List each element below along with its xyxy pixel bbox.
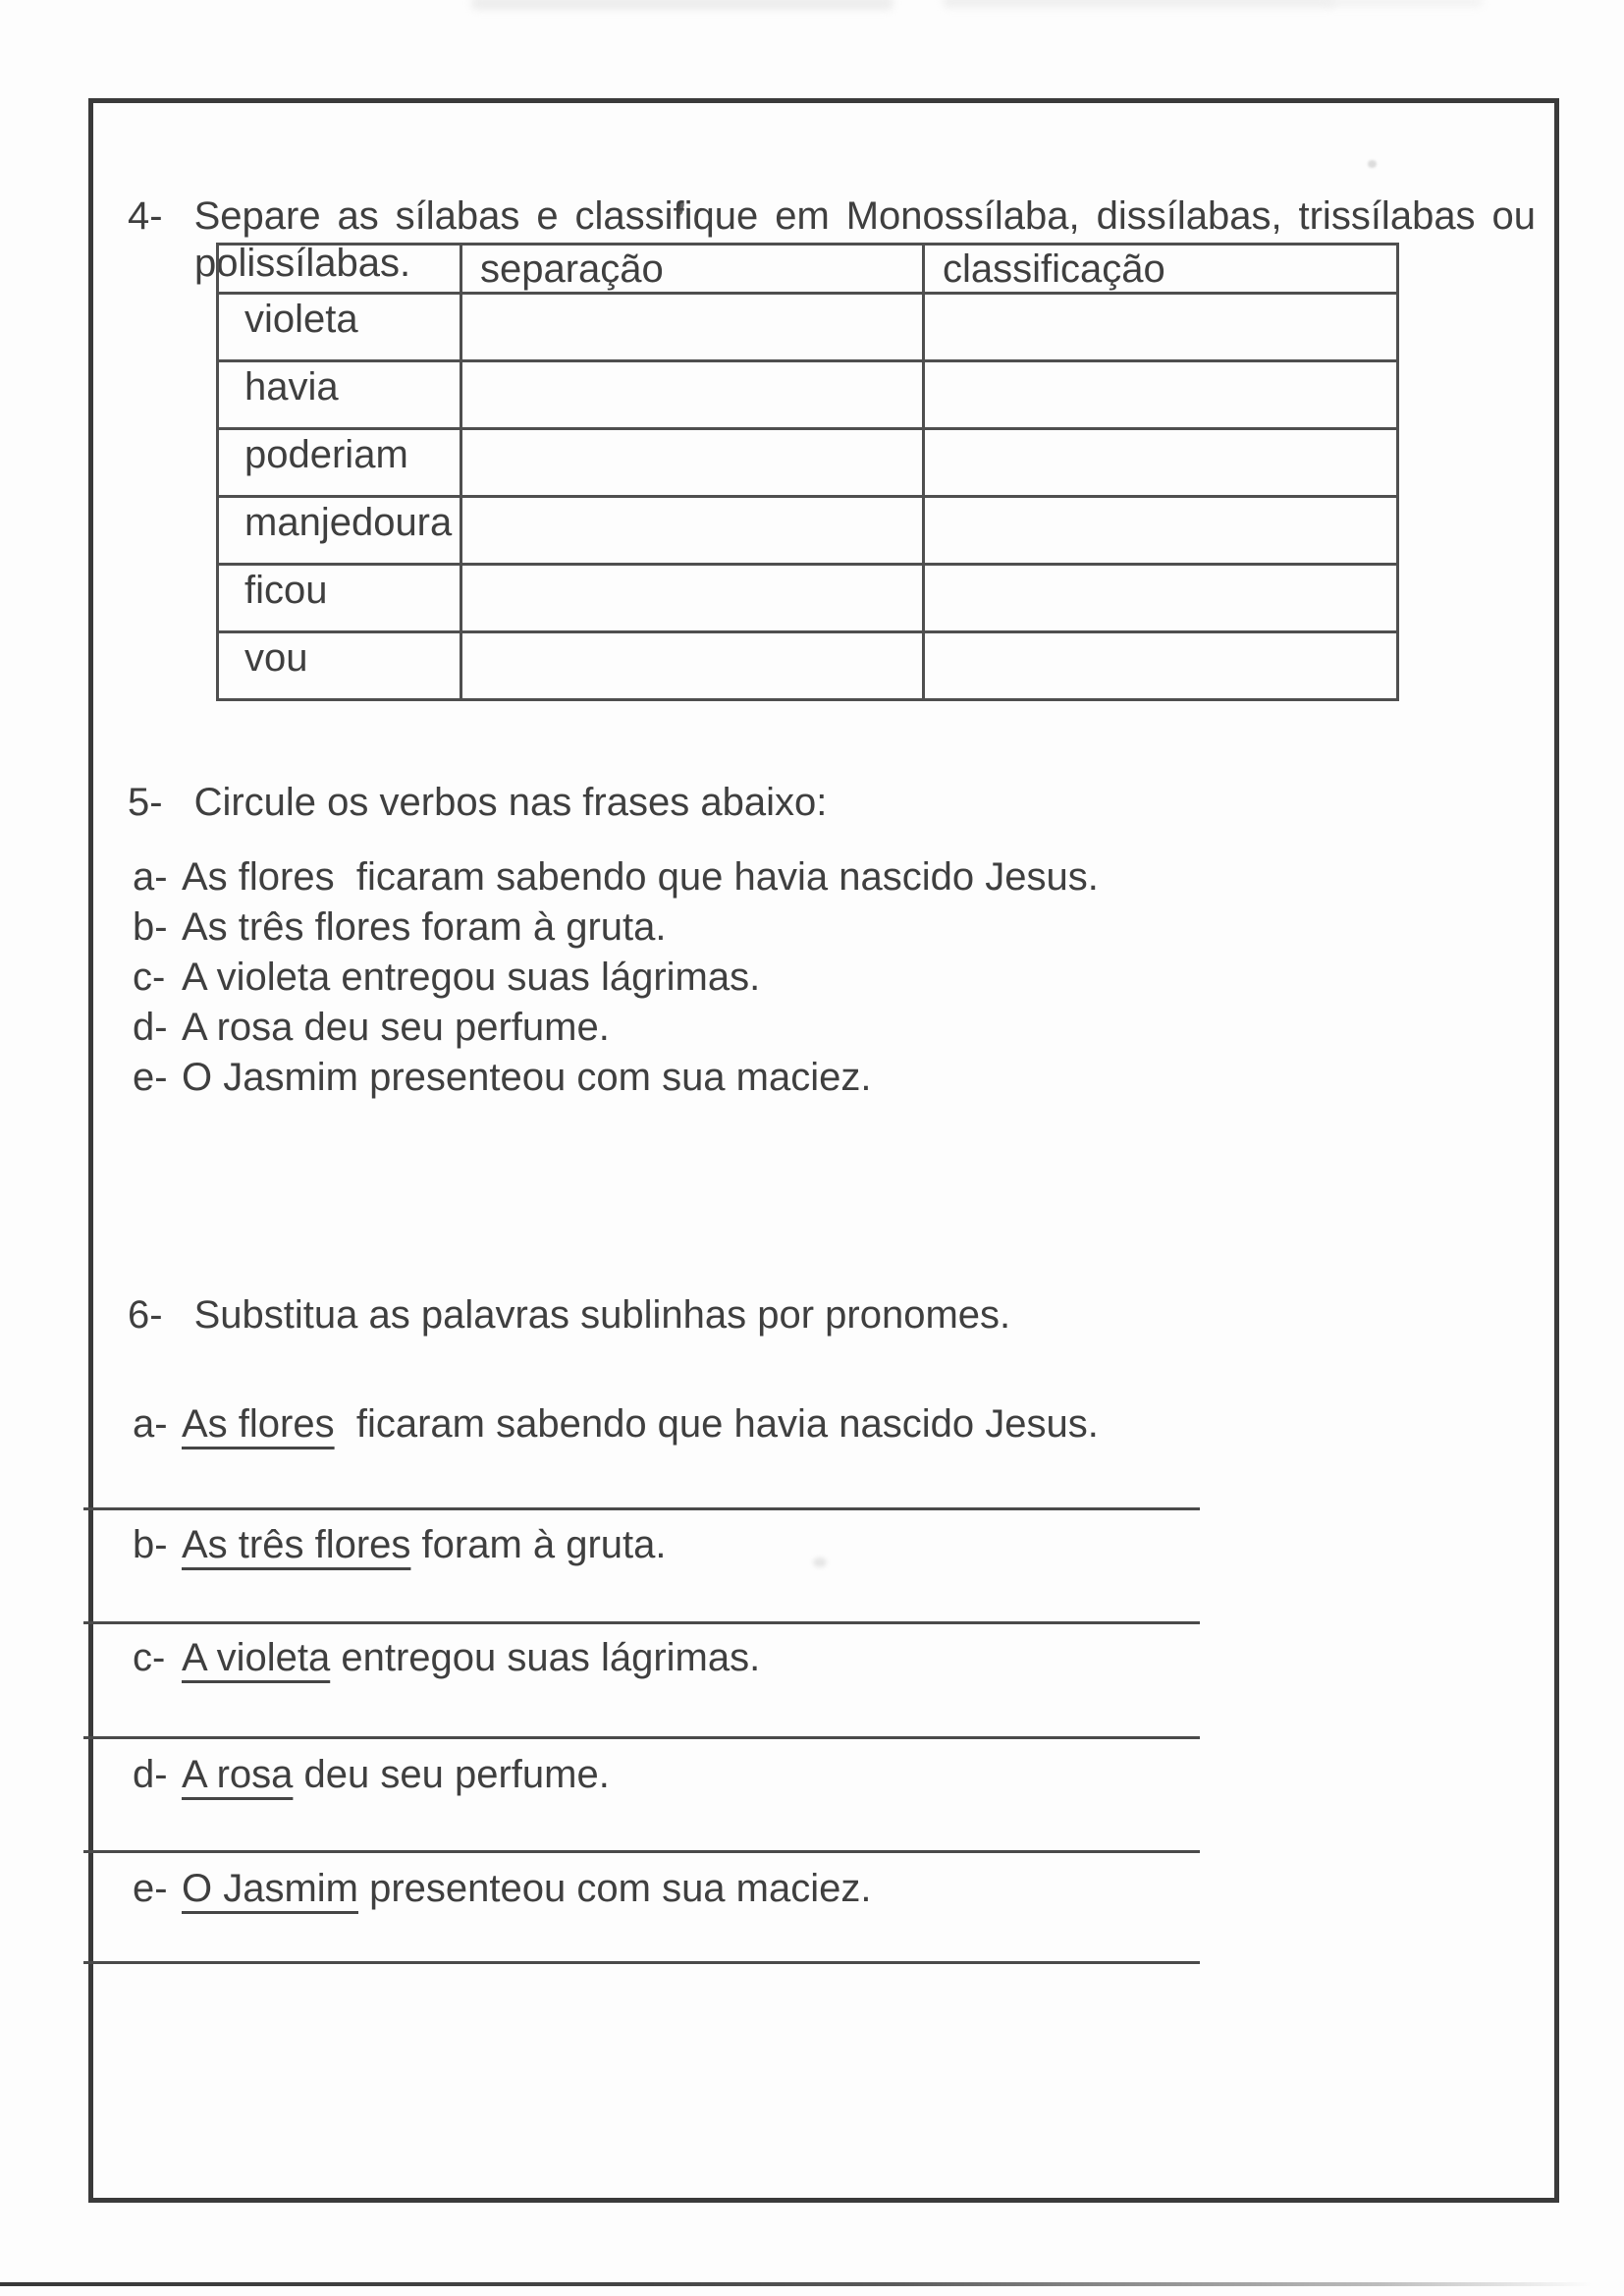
question-4-prompt: Separe as sílabas e classifique em Monossílaba, dissílabas, trissílabas ou polissílabas.	[193, 194, 1536, 285]
separacao-header: separação	[461, 245, 924, 294]
list-item	[133, 1522, 667, 1567]
scan-smudge	[471, 0, 893, 10]
item-letter: b-	[133, 1523, 168, 1566]
table-row	[218, 565, 1398, 632]
classificacao-answer-cell	[924, 497, 1398, 565]
item-letter: e-	[133, 1867, 168, 1910]
item-sentence: entregou suas lágrimas.	[330, 1636, 761, 1679]
item-letter: e-	[133, 1056, 168, 1099]
underlined-subject: As flores	[182, 1402, 335, 1446]
table-row	[218, 497, 1398, 565]
underlined-subject: A violeta	[182, 1636, 331, 1679]
question-5-number: 5-	[128, 781, 163, 824]
list-item	[133, 1401, 1099, 1447]
list-item	[133, 953, 1099, 1003]
table-header-row	[218, 245, 1398, 294]
question-6-number: 6-	[128, 1293, 163, 1337]
list-item	[133, 1866, 871, 1911]
word-cell: havia	[218, 361, 461, 429]
answer-line	[83, 1961, 1200, 1964]
separacao-answer-cell	[461, 565, 924, 632]
separacao-answer-cell	[461, 429, 924, 497]
item-letter: b-	[133, 905, 168, 949]
separacao-answer-cell	[461, 361, 924, 429]
item-letter: a-	[133, 1402, 168, 1446]
item-sentence: A violeta entregou suas lágrimas.	[182, 956, 761, 999]
table-row	[218, 361, 1398, 429]
list-item	[133, 1635, 760, 1680]
classificacao-answer-cell	[924, 632, 1398, 700]
list-item	[133, 1053, 1099, 1103]
classificacao-answer-cell	[924, 565, 1398, 632]
answer-line	[83, 1621, 1200, 1624]
separacao-answer-cell	[461, 294, 924, 361]
item-letter: d-	[133, 1753, 168, 1796]
separacao-answer-cell	[461, 632, 924, 700]
question-6-heading	[128, 1291, 1010, 1339]
word-cell: vou	[218, 632, 461, 700]
underlined-subject: As três flores	[182, 1523, 411, 1566]
table-corner-cell	[218, 245, 461, 294]
question-4-number: 4-	[128, 194, 163, 238]
word-cell: manjedoura	[218, 497, 461, 565]
list-item	[133, 1752, 610, 1797]
item-letter: c-	[133, 956, 166, 999]
table-row	[218, 429, 1398, 497]
question-5-prompt: Circule os verbos nas frases abaixo:	[193, 781, 828, 824]
classificacao-answer-cell	[924, 294, 1398, 361]
table-row	[218, 632, 1398, 700]
item-sentence: presenteou com sua maciez.	[358, 1867, 872, 1910]
answer-line	[83, 1507, 1200, 1510]
underlined-subject: O Jasmim	[182, 1867, 358, 1910]
word-cell: poderiam	[218, 429, 461, 497]
item-sentence: ficaram sabendo que havia nascido Jesus.	[334, 1402, 1099, 1446]
item-letter: a-	[133, 855, 168, 899]
word-cell: ficou	[218, 565, 461, 632]
item-sentence: foram à gruta.	[410, 1523, 667, 1566]
list-item	[133, 852, 1099, 902]
answer-line	[83, 1850, 1200, 1853]
question-5-heading	[128, 779, 827, 826]
table-row	[218, 294, 1398, 361]
item-sentence: As flores ficaram sabendo que havia nascido Jesus.	[182, 855, 1099, 899]
item-sentence: As três flores foram à gruta.	[182, 905, 667, 949]
list-item	[133, 902, 1099, 953]
question-5-items	[133, 852, 1099, 1103]
item-sentence: A rosa deu seu perfume.	[182, 1006, 610, 1049]
list-item	[133, 1003, 1099, 1053]
scan-smudge	[943, 0, 1335, 8]
item-letter: c-	[133, 1636, 166, 1679]
separacao-answer-cell	[461, 497, 924, 565]
question-6-prompt: Substitua as palavras sublinhas por pronomes.	[193, 1293, 1011, 1337]
paper-edge-line	[0, 2282, 1624, 2286]
item-sentence: deu seu perfume.	[293, 1753, 610, 1796]
classificacao-header: classificação	[924, 245, 1398, 294]
classificacao-answer-cell	[924, 429, 1398, 497]
syllable-table	[216, 243, 1399, 701]
answer-line	[83, 1736, 1200, 1739]
item-sentence: O Jasmim presenteou com sua maciez.	[182, 1056, 872, 1099]
classificacao-answer-cell	[924, 361, 1398, 429]
item-letter: d-	[133, 1006, 168, 1049]
word-cell: violeta	[218, 294, 461, 361]
scan-smudge	[1326, 0, 1483, 7]
underlined-subject: A rosa	[182, 1753, 294, 1796]
